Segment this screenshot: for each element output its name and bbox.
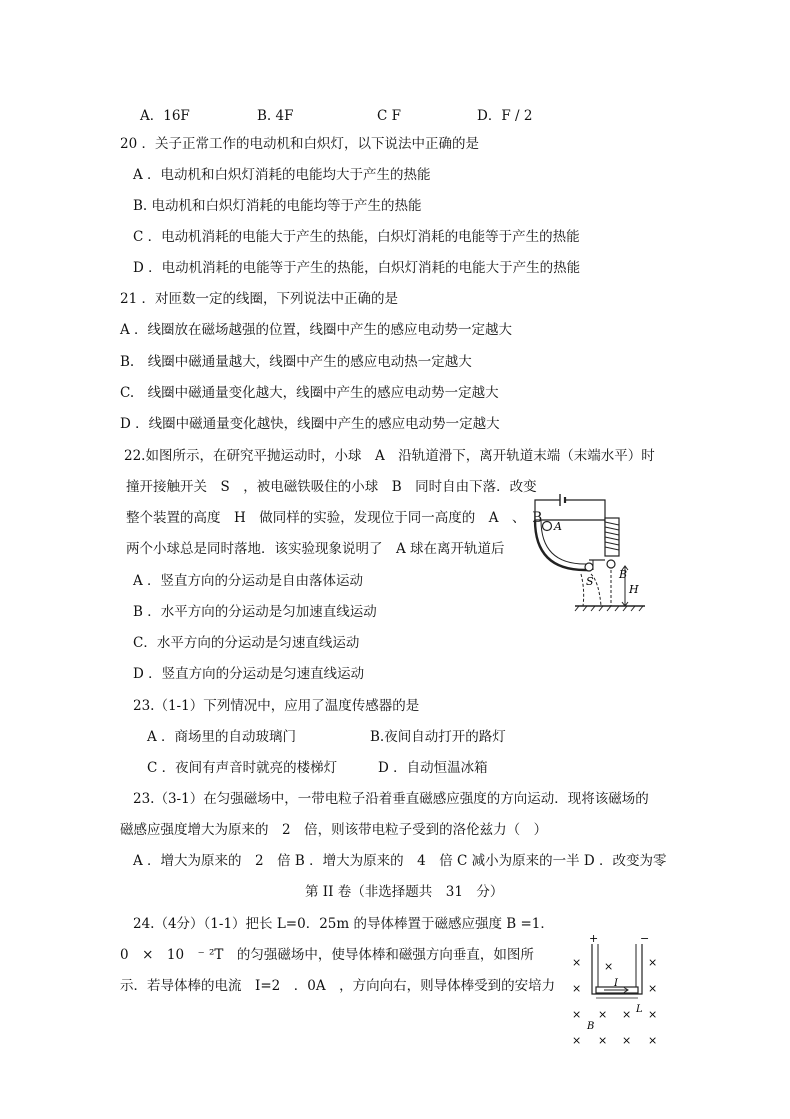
- label-a: A: [554, 520, 562, 533]
- q21-option-d: D ．线圈中磁通量变化越快，线圈中产生的感应电动势一定越大: [120, 416, 500, 432]
- q21-option-a: A ．线圈放在磁场越强的位置，线圈中产生的感应电动势一定越大: [120, 322, 513, 338]
- field-cross-icon: ×: [604, 960, 614, 973]
- q22-stem-line-1: 22.如图所示，在研究平抛运动时，小球 A 沿轨道滑下，离开轨道末端（末端水平）时: [124, 448, 655, 464]
- q23a-option-d: D ．自动恒温冰箱: [378, 760, 488, 776]
- label-l: L: [636, 1004, 643, 1015]
- label-b: B: [619, 568, 628, 581]
- field-cross-icon: ×: [648, 1034, 658, 1047]
- q23b-stem-line-2: 磁感应强度增大为原来的 2 倍，则该带电粒子受到的洛伦兹力（ ）: [120, 822, 548, 838]
- q22-stem-line-4: 两个小球总是同时落地．该实验现象说明了 A 球在离开轨道后: [126, 541, 505, 557]
- q21-option-c: C. 线圈中磁通量变化越大，线圈中产生的感应电动势一定越大: [120, 385, 499, 401]
- q24-line-3: 示．若导体棒的电流 I=2 ．0A ，方向向右，则导体棒受到的安培力: [120, 978, 556, 994]
- q24-line-1: 24.（4分）（1-1）把长 L=0．25m 的导体棒置于磁感应强度 B =1．: [133, 916, 554, 932]
- q22-option-c: C．水平方向的分运动是匀速直线运动: [133, 635, 360, 651]
- q19-option-c: C F: [377, 108, 401, 124]
- q19-option-d: D．F / 2: [477, 108, 533, 124]
- field-cross-icon: ×: [572, 956, 582, 969]
- q23b-stem-line-1: 23.（3-1）在匀强磁场中，一带电粒子沿着垂直磁感应强度的方向运动．现将该磁场的: [133, 791, 649, 807]
- q20-option-c: C ．电动机消耗的电能大于产生的热能，白炽灯消耗的电能等于产生的热能: [133, 229, 580, 245]
- circuit-wire-right: [565, 500, 605, 522]
- q22-stem-line-2: 撞开接触开关 S ，被电磁铁吸住的小球 B 同时自由下落．改变: [126, 479, 537, 495]
- field-cross-icon: ×: [572, 982, 582, 995]
- field-cross-icon: ×: [622, 1034, 632, 1047]
- q19-options: [140, 107, 532, 125]
- q20-stem: 20 ．关子正常工作的电动机和白炽灯，以下说法中正确的是: [120, 136, 479, 152]
- q22-figure: [525, 482, 685, 614]
- field-cross-icon: ×: [648, 982, 658, 995]
- label-s: S: [586, 575, 594, 588]
- q21-stem: 21 ．对匝数一定的线圈，下列说法中正确的是: [120, 291, 398, 307]
- q20-option-b: B. 电动机和白炽灯消耗的电能均等于产生的热能: [133, 198, 422, 214]
- q21-option-b: B. 线圈中磁通量越大，线圈中产生的感应电动热一定越大: [120, 354, 472, 370]
- field-cross-icon: ×: [572, 1008, 582, 1021]
- ball-at-track-end-icon: [585, 563, 593, 571]
- q23a-option-a: A ．商场里的自动玻璃门: [147, 729, 297, 745]
- field-cross-icon: ×: [648, 956, 658, 969]
- q23a-option-c: C ．夜间有声音时就亮的楼梯灯: [147, 760, 338, 776]
- q19-option-b: B. 4F: [257, 108, 294, 124]
- q20-option-d: D ．电动机消耗的电能等于产生的热能，白炽灯消耗的电能大于产生的热能: [133, 260, 581, 276]
- ball-a-icon: [543, 522, 552, 531]
- q22-option-a: A ．竖直方向的分运动是自由落体运动: [133, 573, 364, 589]
- label-h: H: [629, 583, 639, 596]
- ground-hatching-icon: [575, 606, 643, 611]
- q20-option-a: A ．电动机和白炽灯消耗的电能均大于产生的热能: [133, 167, 431, 183]
- trajectory-extra: [581, 574, 584, 606]
- q22-option-d: D ．竖直方向的分运动是匀速直线运动: [133, 666, 365, 682]
- circuit-wire-left: [535, 500, 560, 520]
- field-cross-icon: ×: [598, 1008, 608, 1021]
- q23b-options: A ．增大为原来的 2 倍 B ．增大为原来的 4 倍 C 减小为原来的一半 D ．改变为零: [133, 853, 667, 869]
- q22-stem-line-3: 整个装置的高度 H 做同样的实验，发现位于同一高度的 A 、 B: [126, 510, 543, 526]
- label-minus: −: [640, 932, 650, 945]
- q23a-option-b: B.夜间自动打开的路灯: [370, 729, 506, 745]
- label-plus: +: [589, 932, 599, 945]
- ball-b-icon: [607, 560, 615, 568]
- q19-option-a: A．16F: [140, 108, 190, 124]
- section-title: 第 II 卷（非选择题共 31 分）: [305, 884, 504, 900]
- field-cross-icon: ×: [648, 1008, 658, 1021]
- q23a-stem: 23.（1-1）下列情况中，应用了温度传感器的是: [133, 698, 420, 714]
- label-b-field: B: [587, 1021, 595, 1032]
- q22-option-b: B ．水平方向的分运动是匀加速直线运动: [133, 604, 377, 620]
- label-i: I: [614, 978, 618, 989]
- q24-line-2: 0 × 10 ⁻ ²T 的匀强磁场中，使导体棒和磁强方向垂直，如图所: [120, 947, 534, 963]
- field-cross-icon: ×: [572, 1034, 582, 1047]
- field-cross-icon: ×: [598, 1034, 608, 1047]
- field-cross-icon: ×: [622, 1008, 632, 1021]
- q24-figure: [562, 932, 672, 1050]
